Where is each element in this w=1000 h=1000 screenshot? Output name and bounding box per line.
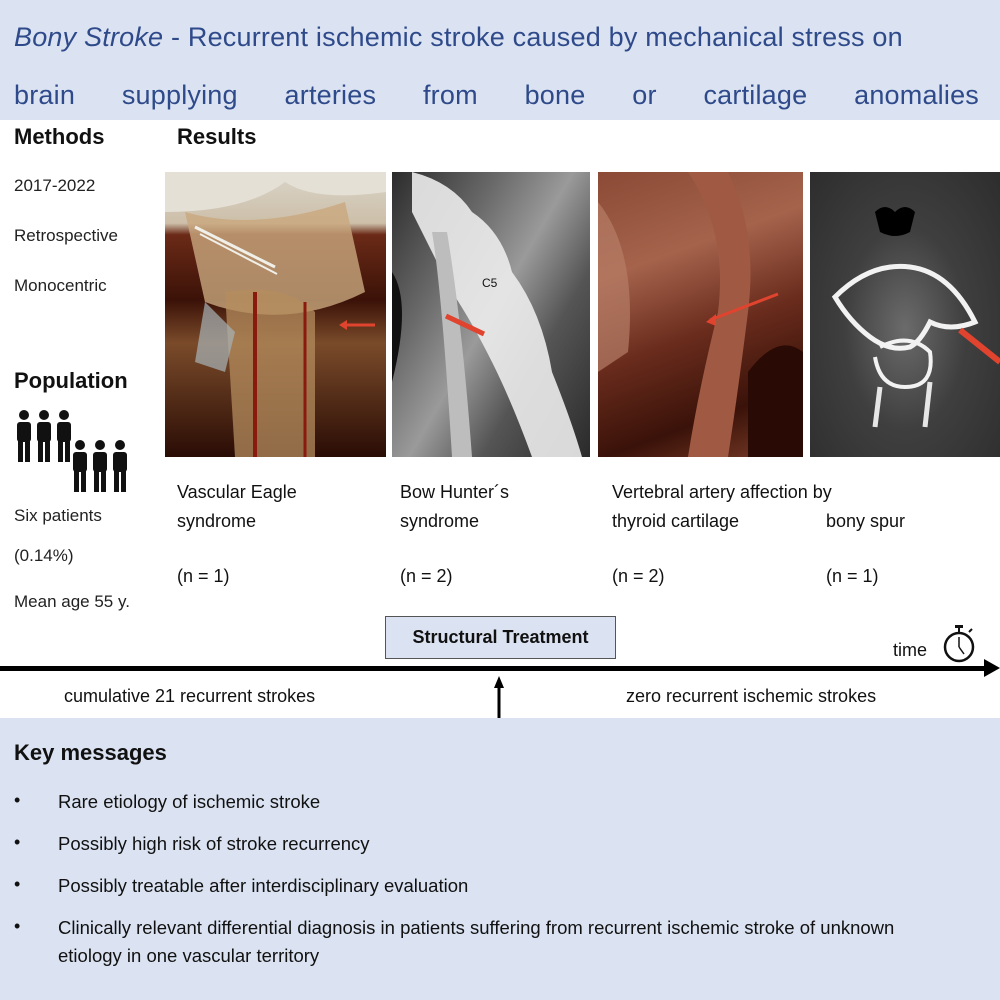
timeline-arrowhead (984, 659, 1000, 677)
key-message-item: Possibly high risk of stroke recurrency (58, 833, 370, 854)
title-word: from (422, 80, 478, 110)
category-line: Bow Hunter´s (400, 482, 510, 502)
category-vascular-eagle (177, 478, 297, 536)
key-message-item: Possibly treatable after interdisciplinary evaluation (58, 875, 469, 896)
methods-heading: Methods (14, 124, 105, 149)
title-line-2 (14, 80, 979, 111)
n-count: (n = 2) (612, 566, 665, 586)
key-messages-heading: Key messages (14, 740, 167, 765)
image-thyroid-cartilage (598, 172, 803, 457)
bullet-dot: • (14, 874, 21, 894)
methods-item: Retrospective (14, 226, 118, 245)
n-count: (n = 2) (400, 566, 453, 586)
bullet-dot: • (14, 790, 21, 810)
title-italic: Bony Stroke (14, 22, 164, 52)
title-word: bone (524, 80, 586, 110)
time-label: time (893, 640, 928, 660)
n-count: (n = 1) (177, 566, 230, 586)
title-line-1 (14, 22, 903, 53)
bullet-dot: • (14, 916, 21, 936)
category-bow-hunter (400, 478, 509, 536)
people-group-icon (14, 405, 134, 495)
category-line: thyroid cartilage (612, 511, 740, 531)
title-word: arteries (284, 80, 377, 110)
category-line: bony spur (826, 511, 906, 531)
title-rest: - Recurrent ischemic stroke caused by mechanical stress on (163, 22, 903, 52)
category-line: syndrome (400, 511, 480, 531)
results-heading: Results (177, 124, 257, 149)
timeline-axis (0, 666, 990, 671)
title-word: supplying (121, 80, 238, 110)
category-line: Vascular Eagle (177, 482, 297, 502)
before-treatment-text: cumulative 21 recurrent strokes (64, 686, 316, 706)
key-message-item: Rare etiology of ischemic stroke (58, 791, 321, 812)
title-word: brain (14, 80, 76, 110)
stopwatch-icon (942, 624, 976, 664)
population-item: Mean age 55 y. (14, 592, 130, 611)
n-count: (n = 1) (826, 566, 879, 586)
key-message-item: Clinically relevant differential diagnosis in patients suffering from recurrent ischemic stroke of unknown etiology in one vascular territory (58, 917, 895, 966)
image-bow-hunter (392, 172, 590, 457)
methods-item: Monocentric (14, 276, 107, 295)
after-treatment-text: zero recurrent ischemic strokes (626, 686, 877, 706)
category-line: Vertebral artery affection by (612, 482, 832, 502)
title-word: or (632, 80, 657, 110)
bullet-dot: • (14, 832, 21, 852)
category-bony-spur (826, 507, 905, 536)
structural-treatment-box: Structural Treatment (385, 616, 616, 659)
c5-label: C5 (482, 276, 498, 290)
treatment-up-arrow (494, 676, 504, 718)
category-thyroid-cartilage (612, 478, 832, 536)
category-line: syndrome (177, 511, 257, 531)
methods-item: 2017-2022 (14, 176, 96, 195)
image-bony-spur (810, 172, 1000, 457)
image-vascular-eagle (165, 172, 386, 457)
population-heading: Population (14, 368, 128, 393)
population-item: Six patients (14, 506, 102, 525)
title-word: cartilage (703, 80, 808, 110)
population-item: (0.14%) (14, 546, 74, 565)
title-word: anomalies (854, 80, 979, 110)
